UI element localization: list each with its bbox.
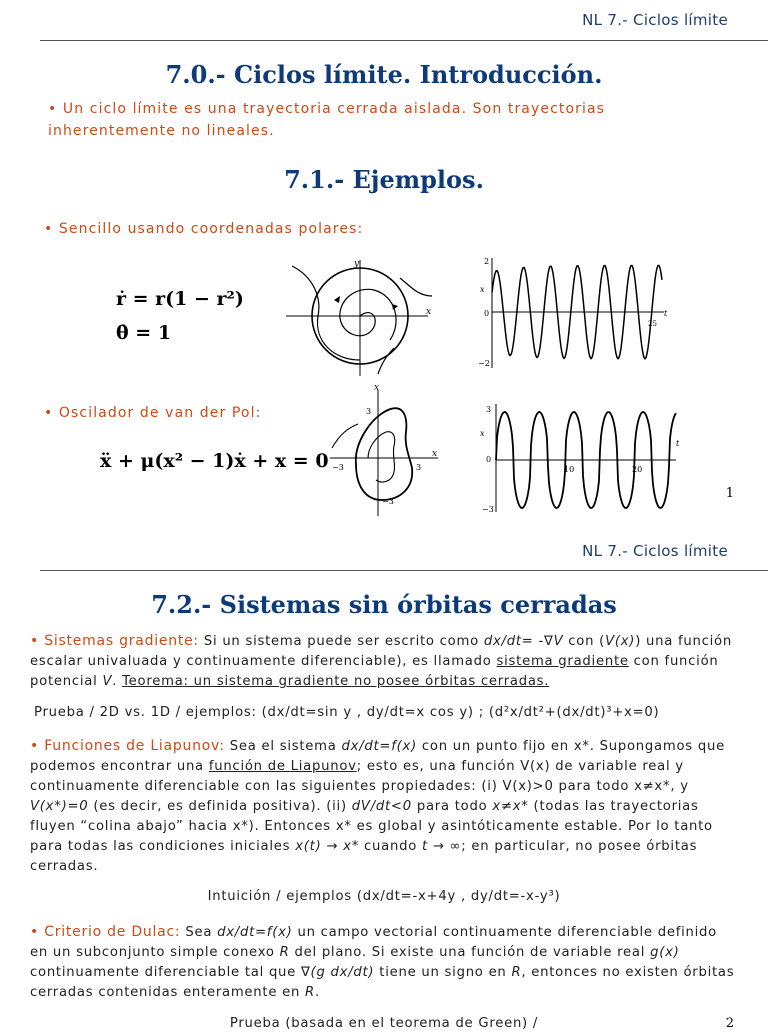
tick-bottom: −3 bbox=[382, 497, 394, 506]
header-divider bbox=[40, 570, 768, 571]
tick-bottom: −2 bbox=[478, 359, 490, 368]
intro-bullet: • Un ciclo límite es una trayectoria cerrada aislada. Son trayectorias inherentemente no lineales. bbox=[48, 101, 606, 139]
polar-equation-theta: θ̇ = 1 bbox=[116, 322, 172, 344]
proof-line: Prueba / 2D vs. 1D / ejemplos: (dx/dt=sin y , dy/dt=x cos y) ; (d²x/dt²+(dx/dt)³+x=0) bbox=[34, 705, 660, 720]
x-label: x bbox=[432, 449, 438, 459]
vdp-time-series bbox=[476, 400, 686, 516]
dulac-lead: • Criterio de Dulac: bbox=[30, 924, 181, 940]
header-divider bbox=[40, 40, 768, 41]
link-funcion-liapunov[interactable]: función de Liapunov bbox=[208, 759, 357, 774]
tick-right: 3 bbox=[416, 463, 422, 472]
inner-spiral bbox=[340, 289, 396, 340]
slide-header: NL 7.- Ciclos límite bbox=[582, 11, 728, 29]
tick-top: 3 bbox=[486, 405, 492, 414]
liapunov-lead: • Funciones de Liapunov: bbox=[30, 738, 225, 754]
tick-zero: 0 bbox=[484, 309, 490, 318]
tick-25: 25 bbox=[648, 320, 657, 328]
link-sistema-gradiente[interactable]: sistema gradiente bbox=[496, 654, 629, 669]
title-examples: 7.1.- Ejemplos. bbox=[284, 165, 484, 194]
outer-trajectory bbox=[292, 266, 360, 360]
polar-time-series bbox=[458, 252, 696, 372]
tick-zero: 0 bbox=[486, 455, 492, 464]
liapunov-paragraph: • Funciones de Liapunov: Sea el sistema dx/dt=f(x) con un punto fijo en x*. Supongamos que podemos encontrar una función de Liapunov; esto es, una función V(x) de variable real y continuamente diferenciable con las siguientes propiedades: (i) V(x)>0 para todo x≠x*, y V(x*)=0 (es decir, es definida positiva). (ii) dV/dt<0 para todo x≠x* (todas las trayectorias fluyen “colina abajo” hacia x*). Entonces x* es global y asintóticamente estable. Por lo tanto para todas las condiciones iniciales x(t) → x* cuando t → ∞; en particular, no posee órbitas cerradas. bbox=[30, 738, 725, 874]
polar-phase-portrait bbox=[282, 256, 442, 378]
y-axis-label: x bbox=[480, 285, 485, 294]
tick-10: 10 bbox=[564, 465, 575, 474]
tick-top: 2 bbox=[484, 257, 490, 266]
vdp-inner-trajectory bbox=[368, 432, 395, 482]
polar-equation-r: ṙ = r(1 − r²) bbox=[116, 288, 244, 310]
gradient-paragraph: • Sistemas gradiente: Si un sistema puede ser escrito como dx/dt= -∇V con (V(x)) una función escalar univaluada y continuamente diferenciable), es llamado sistema gradiente con función potencial V. Teorema: un sistema gradiente no posee órbitas cerradas. bbox=[30, 633, 732, 689]
slide-2 bbox=[0, 530, 768, 1031]
slide-title: 7.2.- Sistemas sin órbitas cerradas bbox=[151, 590, 617, 619]
xdot-label: ẋ bbox=[374, 384, 380, 393]
title-intro: 7.0.- Ciclos límite. Introducción. bbox=[165, 60, 603, 89]
y-label: y bbox=[354, 259, 360, 269]
vdp-phase-portrait bbox=[326, 384, 448, 518]
tick-bottom: −3 bbox=[482, 505, 494, 514]
vdp-bullet: • Oscilador de van der Pol: bbox=[44, 405, 262, 421]
intuition-line: Intuición / ejemplos (dx/dt=-x+4y , dy/dt=-x-y³) bbox=[207, 889, 561, 904]
link-teorema[interactable]: Teorema: un sistema gradiente no posee órbitas cerradas. bbox=[122, 674, 550, 689]
dulac-paragraph: • Criterio de Dulac: Sea dx/dt=f(x) un campo vectorial continuamente diferenciable definido en un subconjunto simple conexo R del plano. Si existe una función de variable real g(x) continuamente diferenciable tal que ∇(g dx/dt) tiene un signo en R, entonces no existen órbitas cerradas contenidas enteramente en R. bbox=[30, 924, 735, 1000]
arrow-marker bbox=[392, 304, 398, 310]
t-axis-label: t bbox=[664, 309, 668, 318]
vdp-outer-trajectory bbox=[332, 424, 358, 448]
t-axis-label: t bbox=[676, 439, 680, 448]
x-label: x bbox=[426, 307, 432, 317]
arrow-marker bbox=[334, 296, 340, 303]
y-axis-label: x bbox=[480, 429, 485, 438]
outer-trajectory-2 bbox=[400, 278, 432, 296]
page-number: 2 bbox=[725, 1016, 734, 1031]
gradient-lead: • Sistemas gradiente: bbox=[30, 633, 199, 649]
tick-20: 20 bbox=[632, 465, 643, 474]
page-number: 1 bbox=[725, 486, 734, 501]
vdp-limit-cycle bbox=[356, 408, 412, 500]
polar-bullet: • Sencillo usando coordenadas polares: bbox=[44, 221, 364, 237]
vdp-equation: ẍ + μ(x² − 1)ẋ + x = 0 bbox=[100, 450, 329, 472]
slide-header: NL 7.- Ciclos límite bbox=[582, 542, 728, 560]
tick-left: −3 bbox=[332, 463, 344, 472]
proof-green-line: Prueba (basada en el teorema de Green) / bbox=[229, 1016, 539, 1031]
tick-top: 3 bbox=[366, 407, 372, 416]
